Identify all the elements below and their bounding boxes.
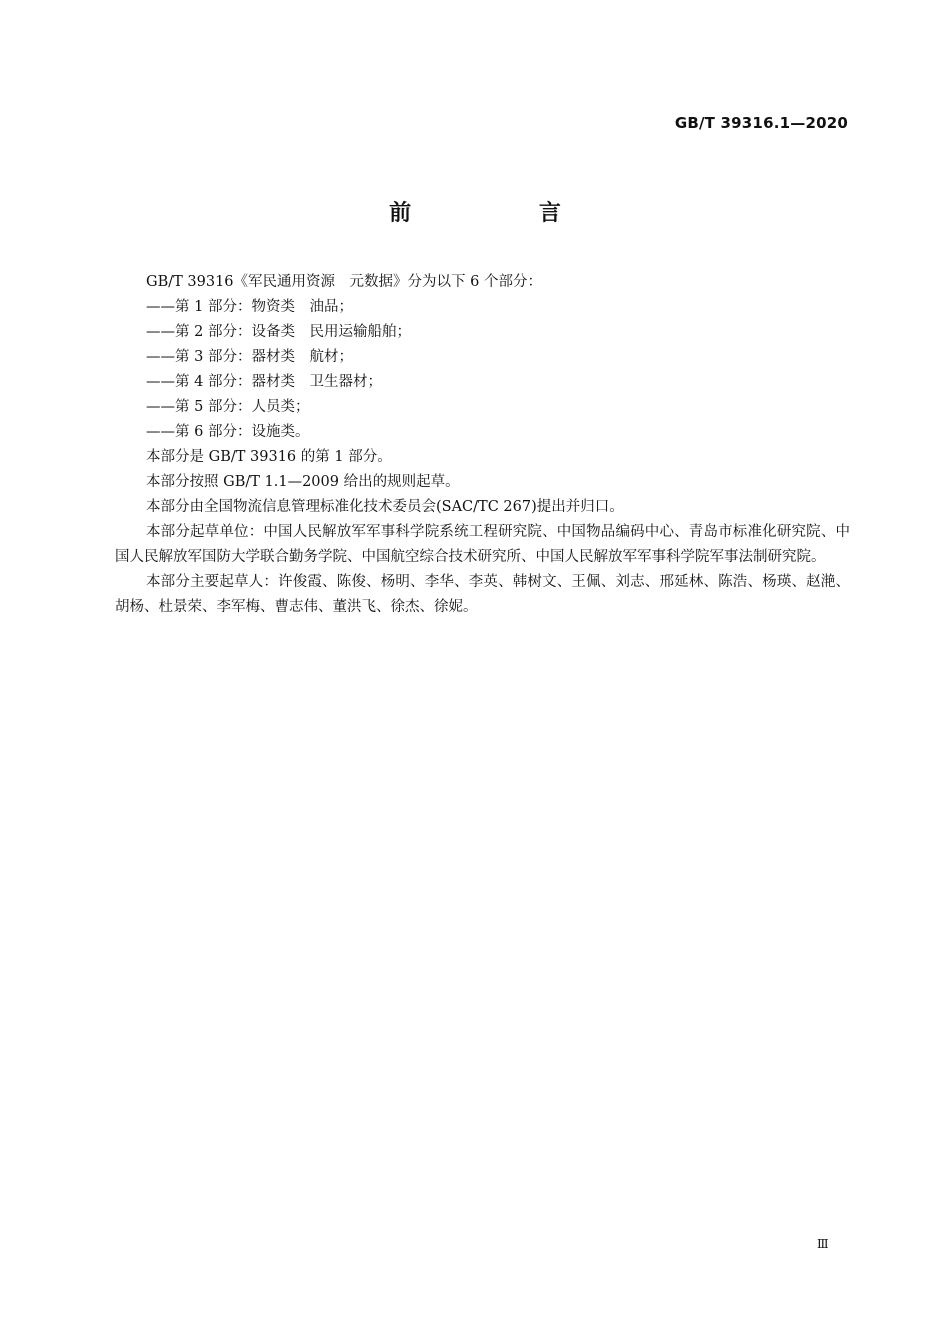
list-item: ——第 1 部分：物资类 油品； (146, 299, 353, 315)
foreword-body (115, 270, 850, 620)
list-item: ——第 6 部分：设施类。 (146, 424, 310, 440)
page-number: Ⅲ (817, 1237, 829, 1251)
list-item: ——第 2 部分：设备类 民用运输船舶； (146, 324, 411, 340)
drafting-rules-paragraph: 本部分按照 GB/T 1.1—2009 给出的规则起草。 (146, 474, 460, 490)
list-item: ——第 4 部分：器材类 卫生器材； (146, 374, 382, 390)
list-item: ——第 3 部分：器材类 航材； (146, 349, 353, 365)
proposed-by-paragraph: 本部分由全国物流信息管理标准化技术委员会(SAC/TC 267)提出并归口。 (146, 499, 624, 515)
standard-code: GB/T 39316.1—2020 (674, 114, 848, 132)
drafting-units-paragraph: 本部分起草单位：中国人民解放军军事科学院系统工程研究院、中国物品编码中心、青岛市标准化研究院、中国人民解放军国防大学联合勤务学院、中国航空综合技术研究所、中国人民解放军军事科学院军事法制研究院。 (115, 524, 850, 565)
page-title: 前 言 (389, 201, 621, 226)
intro-paragraph: GB/T 39316《军民通用资源 元数据》分为以下 6 个部分： (146, 274, 542, 290)
list-item: ——第 5 部分：人员类； (146, 399, 310, 415)
drafters-paragraph: 本部分主要起草人：许俊霞、陈俊、杨明、李华、李英、韩树文、王佩、刘志、邢延林、陈浩、杨瑛、赵滟、胡杨、杜景荣、李军梅、曹志伟、董洪飞、徐杰、徐妮。 (115, 574, 850, 615)
part-of-paragraph: 本部分是 GB/T 39316 的第 1 部分。 (146, 449, 392, 465)
